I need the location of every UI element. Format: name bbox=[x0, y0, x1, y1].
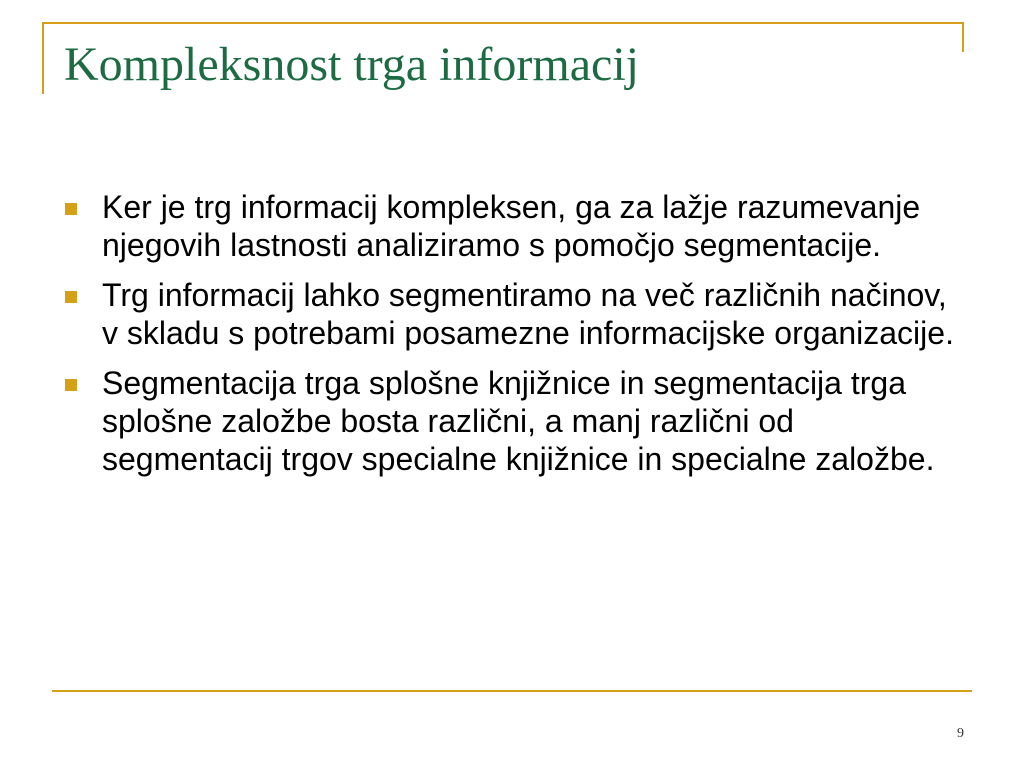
page-number: 9 bbox=[957, 726, 964, 741]
bottom-divider bbox=[52, 690, 972, 692]
bullet-list bbox=[58, 188, 958, 490]
bullet-text: Segmentacija trga splošne knjižnice in segmentacija trga splošne založbe bosta različni, a manj različni od segmentacij trgov specialne knjižnice in specialne založbe. bbox=[102, 365, 935, 477]
square-bullet-icon bbox=[65, 203, 77, 215]
frame-right-line bbox=[962, 22, 964, 52]
bullet-text: Trg informacij lahko segmentiramo na več različnih načinov, v skladu s potrebami posamezne informacijske organizacije. bbox=[102, 277, 954, 351]
bullet-item bbox=[58, 364, 958, 478]
bullet-item bbox=[58, 276, 958, 352]
bullet-item bbox=[58, 188, 958, 264]
frame-left-line bbox=[42, 22, 44, 94]
frame-top-line bbox=[42, 22, 964, 24]
square-bullet-icon bbox=[65, 291, 77, 303]
bullet-text: Ker je trg informacij kompleksen, ga za lažje razumevanje njegovih lastnosti analiziramo s pomočjo segmentacije. bbox=[102, 189, 921, 263]
slide-title: Kompleksnost trga informacij bbox=[64, 38, 640, 91]
square-bullet-icon bbox=[65, 379, 77, 391]
